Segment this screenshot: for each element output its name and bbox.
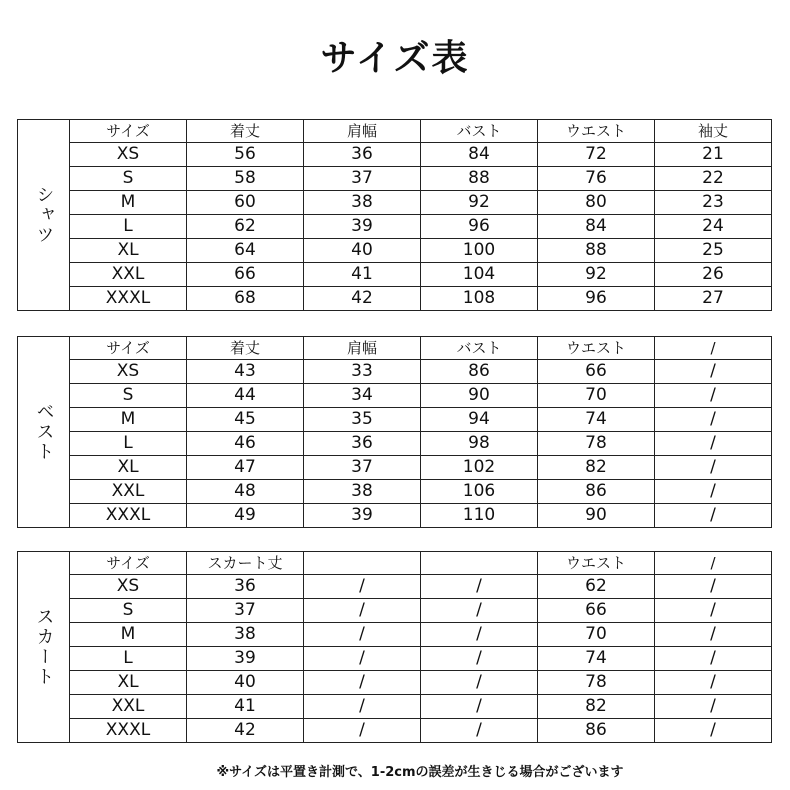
table-cell: XXL <box>70 263 187 287</box>
table-cell: 86 <box>538 480 655 504</box>
table-cell: / <box>304 695 421 719</box>
table-cell: XXL <box>70 695 187 719</box>
table-cell: 47 <box>187 456 304 480</box>
table-cell: 42 <box>304 287 421 311</box>
skirt-size-table <box>17 551 772 743</box>
table-cell: M <box>70 191 187 215</box>
table-cell: XXXL <box>70 287 187 311</box>
header-cell: バスト <box>421 120 538 143</box>
section-label-skirt: スカート <box>18 552 70 743</box>
header-cell: サイズ <box>70 552 187 575</box>
table-cell: XXL <box>70 480 187 504</box>
table-cell: 44 <box>187 384 304 408</box>
table-cell: 90 <box>421 384 538 408</box>
header-cell: 肩幅 <box>304 120 421 143</box>
table-cell: / <box>421 575 538 599</box>
section-label-vest: ベスト <box>18 337 70 528</box>
table-cell: 36 <box>304 143 421 167</box>
table-cell: 100 <box>421 239 538 263</box>
table-cell: 37 <box>304 456 421 480</box>
header-cell: ウエスト <box>538 337 655 360</box>
table-cell: 36 <box>304 432 421 456</box>
table-cell: 38 <box>304 480 421 504</box>
table-row <box>18 191 772 215</box>
table-cell: 35 <box>304 408 421 432</box>
table-cell: / <box>421 623 538 647</box>
table-cell: L <box>70 647 187 671</box>
table-cell: / <box>655 504 772 528</box>
table-cell: 78 <box>538 671 655 695</box>
table-cell: 104 <box>421 263 538 287</box>
table-cell: 46 <box>187 432 304 456</box>
table-cell: 58 <box>187 167 304 191</box>
table-cell: XS <box>70 575 187 599</box>
table-cell: XS <box>70 143 187 167</box>
header-cell: ウエスト <box>538 120 655 143</box>
table-cell: 82 <box>538 456 655 480</box>
table-cell: S <box>70 384 187 408</box>
table-cell: / <box>655 360 772 384</box>
section-label-shirt: シャツ <box>18 120 70 311</box>
table-cell: 38 <box>304 191 421 215</box>
header-cell: / <box>655 552 772 575</box>
table-cell: 74 <box>538 647 655 671</box>
table-cell: / <box>421 647 538 671</box>
table-cell: 106 <box>421 480 538 504</box>
table-cell: 70 <box>538 384 655 408</box>
table-cell: 48 <box>187 480 304 504</box>
header-cell: 肩幅 <box>304 337 421 360</box>
table-row <box>18 480 772 504</box>
table-row <box>18 143 772 167</box>
table-cell: 43 <box>187 360 304 384</box>
table-cell: XS <box>70 360 187 384</box>
table-cell: 33 <box>304 360 421 384</box>
header-cell <box>421 552 538 575</box>
table-row <box>18 167 772 191</box>
table-cell: XL <box>70 671 187 695</box>
table-cell: 64 <box>187 239 304 263</box>
table-cell: 40 <box>304 239 421 263</box>
table-cell: 84 <box>421 143 538 167</box>
table-cell: / <box>304 719 421 743</box>
table-cell: 40 <box>187 671 304 695</box>
table-cell: / <box>304 575 421 599</box>
table-cell: 86 <box>538 719 655 743</box>
table-cell: 90 <box>538 504 655 528</box>
table-cell: 94 <box>421 408 538 432</box>
table-cell: / <box>655 623 772 647</box>
table-cell: 39 <box>304 504 421 528</box>
header-cell: ウエスト <box>538 552 655 575</box>
table-cell: 70 <box>538 623 655 647</box>
header-cell: 着丈 <box>187 120 304 143</box>
table-cell: 96 <box>421 215 538 239</box>
table-cell: 37 <box>187 599 304 623</box>
table-header-row <box>18 337 772 360</box>
table-row <box>18 695 772 719</box>
table-cell: 27 <box>655 287 772 311</box>
table-cell: S <box>70 167 187 191</box>
table-cell: 72 <box>538 143 655 167</box>
table-cell: 66 <box>538 599 655 623</box>
table-cell: XXXL <box>70 504 187 528</box>
table-cell: 102 <box>421 456 538 480</box>
table-cell: 66 <box>538 360 655 384</box>
table-cell: 78 <box>538 432 655 456</box>
table-cell: / <box>421 671 538 695</box>
table-cell: 38 <box>187 623 304 647</box>
header-cell: / <box>655 337 772 360</box>
table-cell: / <box>655 480 772 504</box>
table-cell: 23 <box>655 191 772 215</box>
table-cell: 39 <box>304 215 421 239</box>
table-row <box>18 360 772 384</box>
table-row <box>18 599 772 623</box>
header-cell: スカート丈 <box>187 552 304 575</box>
table-row <box>18 239 772 263</box>
table-cell: / <box>655 384 772 408</box>
table-cell: / <box>304 671 421 695</box>
table-cell: / <box>655 719 772 743</box>
header-cell: サイズ <box>70 120 187 143</box>
table-row <box>18 719 772 743</box>
table-cell: XXXL <box>70 719 187 743</box>
table-cell: / <box>304 599 421 623</box>
table-cell: 25 <box>655 239 772 263</box>
table-row <box>18 647 772 671</box>
table-cell: XL <box>70 456 187 480</box>
table-cell: 62 <box>187 215 304 239</box>
table-cell: 74 <box>538 408 655 432</box>
table-cell: 49 <box>187 504 304 528</box>
table-cell: 26 <box>655 263 772 287</box>
table-cell: 92 <box>538 263 655 287</box>
table-cell: XL <box>70 239 187 263</box>
table-header-row <box>18 552 772 575</box>
header-cell: 着丈 <box>187 337 304 360</box>
table-cell: 80 <box>538 191 655 215</box>
table-cell: 68 <box>187 287 304 311</box>
table-row <box>18 432 772 456</box>
table-row <box>18 671 772 695</box>
table-cell: 84 <box>538 215 655 239</box>
table-cell: / <box>655 599 772 623</box>
table-cell: 88 <box>421 167 538 191</box>
table-cell: L <box>70 432 187 456</box>
page-title: サイズ表 <box>320 38 470 79</box>
table-cell: 34 <box>304 384 421 408</box>
table-cell: 108 <box>421 287 538 311</box>
table-cell: 82 <box>538 695 655 719</box>
header-cell <box>304 552 421 575</box>
table-cell: / <box>421 695 538 719</box>
table-cell: 86 <box>421 360 538 384</box>
table-cell: 92 <box>421 191 538 215</box>
table-cell: 56 <box>187 143 304 167</box>
header-cell: 袖丈 <box>655 120 772 143</box>
table-row <box>18 287 772 311</box>
table-cell: 36 <box>187 575 304 599</box>
header-cell: バスト <box>421 337 538 360</box>
table-cell: / <box>421 599 538 623</box>
table-cell: 39 <box>187 647 304 671</box>
table-cell: 45 <box>187 408 304 432</box>
table-cell: / <box>655 408 772 432</box>
table-cell: 88 <box>538 239 655 263</box>
shirt-size-table <box>17 119 772 311</box>
table-cell: 96 <box>538 287 655 311</box>
table-cell: 62 <box>538 575 655 599</box>
table-cell: 42 <box>187 719 304 743</box>
table-cell: / <box>304 647 421 671</box>
header-cell: サイズ <box>70 337 187 360</box>
table-cell: L <box>70 215 187 239</box>
table-cell: 21 <box>655 143 772 167</box>
table-row <box>18 456 772 480</box>
table-cell: / <box>304 623 421 647</box>
table-cell: / <box>655 575 772 599</box>
table-cell: / <box>655 671 772 695</box>
table-row <box>18 215 772 239</box>
table-cell: 66 <box>187 263 304 287</box>
table-row <box>18 623 772 647</box>
table-row <box>18 504 772 528</box>
table-cell: S <box>70 599 187 623</box>
table-cell: M <box>70 623 187 647</box>
table-cell: 37 <box>304 167 421 191</box>
table-cell: 60 <box>187 191 304 215</box>
table-cell: / <box>655 432 772 456</box>
table-cell: 110 <box>421 504 538 528</box>
table-cell: 98 <box>421 432 538 456</box>
table-row <box>18 408 772 432</box>
vest-size-table <box>17 336 772 528</box>
table-cell: M <box>70 408 187 432</box>
table-cell: / <box>655 695 772 719</box>
table-cell: 41 <box>187 695 304 719</box>
table-cell: 76 <box>538 167 655 191</box>
table-cell: 24 <box>655 215 772 239</box>
table-row <box>18 575 772 599</box>
table-cell: / <box>655 456 772 480</box>
table-cell: / <box>655 647 772 671</box>
table-header-row <box>18 120 772 143</box>
table-cell: 22 <box>655 167 772 191</box>
table-row <box>18 384 772 408</box>
table-cell: 41 <box>304 263 421 287</box>
table-row <box>18 263 772 287</box>
table-cell: / <box>421 719 538 743</box>
measurement-note: ※サイズは平置き計測で、1-2cmの誤差が生きじる場合がございます <box>216 765 624 780</box>
